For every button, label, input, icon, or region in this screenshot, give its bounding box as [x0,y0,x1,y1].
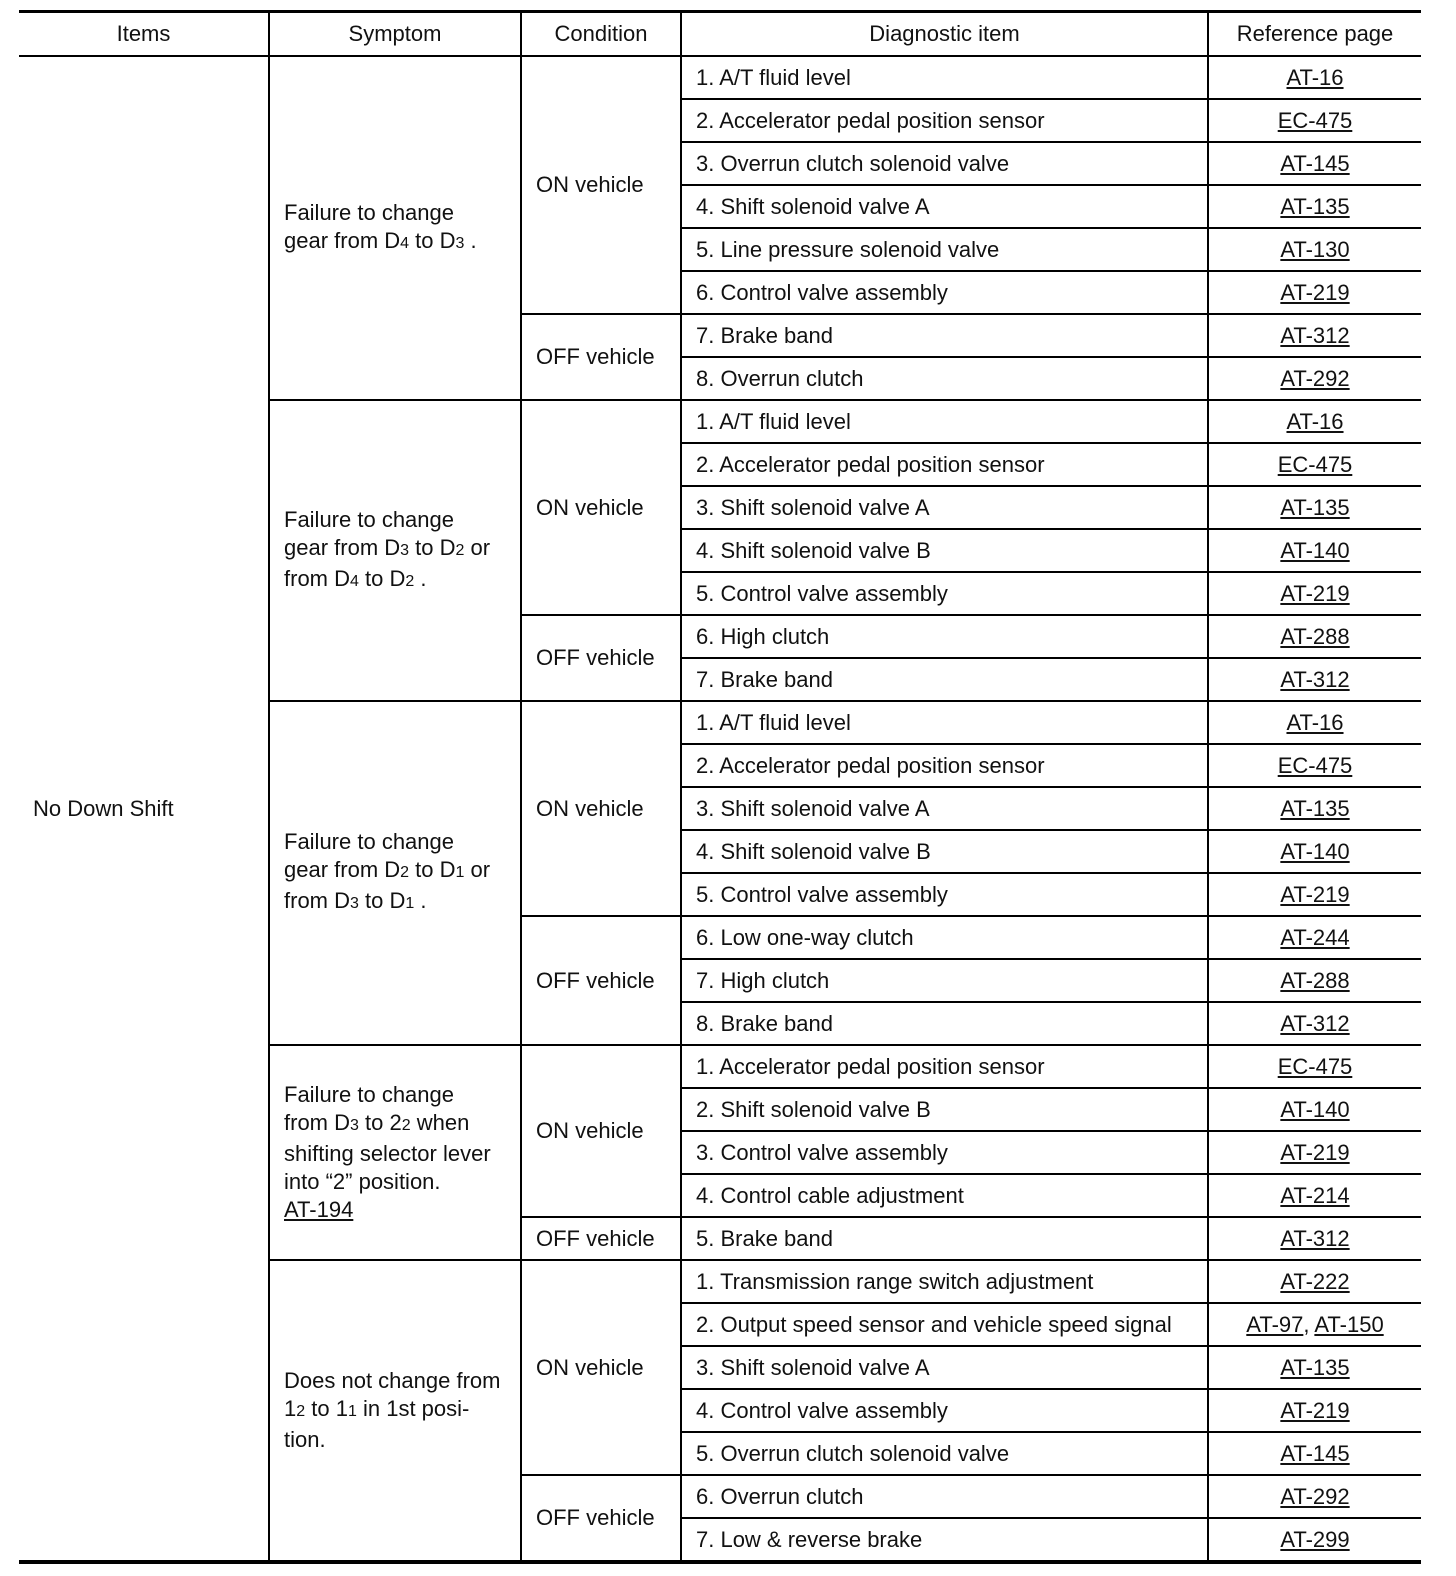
diagnostic-item-cell [681,658,1208,701]
reference-page-link[interactable]: AT-299 [1280,1526,1350,1552]
reference-page-cell [1208,873,1421,916]
diagnostic-item-text: 2. Accelerator pedal position sensor [696,107,1045,133]
condition-cell [521,400,681,615]
diagnostic-item-text: 7. Low & reverse brake [696,1526,923,1552]
condition-cell [521,314,681,400]
reference-page-link[interactable]: AT-97 [1246,1311,1304,1337]
reference-page-link[interactable]: AT-140 [1280,838,1350,864]
reference-page-link[interactable]: AT-214 [1280,1182,1350,1208]
reference-page-cell [1208,1045,1421,1088]
diagnostic-item-text: 4. Shift solenoid valve B [696,838,931,864]
reference-page-link[interactable]: AT-288 [1280,623,1350,649]
reference-page-cell [1208,271,1421,314]
diagnostic-item-text: 4. Control valve assembly [696,1397,948,1423]
condition-cell [521,701,681,916]
diagnostic-item-cell [681,99,1208,142]
reference-page-cell [1208,830,1421,873]
reference-page-cell: AT-97, AT-150 [1208,1303,1421,1346]
condition-label: ON vehicle [536,494,644,520]
diagnostic-item-text: 7. Brake band [696,322,833,348]
condition-label: OFF vehicle [536,645,655,670]
reference-page-cell [1208,1518,1421,1562]
reference-page-cell [1208,142,1421,185]
reference-page-cell [1208,185,1421,228]
condition-cell [521,56,681,314]
reference-page-link[interactable]: AT-150 [1314,1311,1384,1337]
reference-page-cell [1208,701,1421,744]
diagnostic-item-text: 5. Brake band [696,1225,833,1251]
diagnostic-item-text: 5. Control valve assembly [696,580,948,606]
condition-cell [521,1217,681,1260]
diagnostic-item-text: 6. High clutch [696,623,830,649]
symptom-cell: Failure to change gear from D2 to D1 or from D3 to D1 . [269,701,521,1045]
diagnostic-item-cell [681,486,1208,529]
reference-page-link[interactable]: AT-145 [1280,150,1350,176]
diagnostic-item-text: 2. Accelerator pedal position sensor [696,752,1045,778]
reference-page-cell [1208,1432,1421,1475]
condition-label: ON vehicle [536,795,644,821]
diagnostic-item-cell [681,959,1208,1002]
reference-page-cell [1208,486,1421,529]
condition-label: ON vehicle [536,172,644,197]
reference-page-link[interactable]: AT-145 [1280,1440,1350,1466]
diagnostic-item-cell [681,1131,1208,1174]
reference-page-cell [1208,615,1421,658]
reference-page-cell [1208,443,1421,486]
condition-label: ON vehicle [536,1354,644,1380]
reference-page-link[interactable]: AT-140 [1280,537,1350,563]
condition-label: ON vehicle [536,1118,644,1143]
diagnostic-item-cell [681,615,1208,658]
diagnostic-table [19,10,1421,1564]
diagnostic-item-text: 5. Line pressure solenoid valve [696,236,1000,262]
diagnostic-item-cell [681,357,1208,400]
diagnostic-item-text: 3. Shift solenoid valve A [696,1354,930,1380]
reference-page-link[interactable]: AT-135 [1280,494,1350,520]
reference-page-link[interactable]: AT-130 [1280,236,1350,262]
diagnostic-item-cell [681,1389,1208,1432]
diagnostic-item-cell [681,1260,1208,1303]
diagnostic-item-cell [681,400,1208,443]
reference-page-cell [1208,744,1421,787]
diagnostic-item-text: 1. Transmission range switch adjustment [696,1268,1094,1294]
diagnostic-item-text: 7. High clutch [696,967,830,993]
symptom-ref-link[interactable]: AT-194 [284,1197,354,1222]
reference-page-cell [1208,99,1421,142]
diagnostic-item-text: 7. Brake band [696,666,833,692]
diagnostic-item-text: 5. Control valve assembly [696,881,948,907]
diagnostic-item-cell [681,701,1208,744]
diagnostic-item-text: 4. Shift solenoid valve B [696,537,931,563]
diagnostic-item-cell [681,314,1208,357]
diagnostic-item-text: 4. Shift solenoid valve A [696,193,930,219]
diagnostic-item-text: 4. Control cable adjustment [696,1182,964,1208]
diagnostic-item-text: 1. A/T fluid level [696,408,851,434]
header-diagnostic-item: Diagnostic item [681,12,1208,57]
reference-page-link[interactable]: AT-219 [1280,279,1350,305]
diagnostic-item-text: 6. Control valve assembly [696,279,948,305]
reference-page-link[interactable]: AT-312 [1280,1225,1350,1251]
item-cell [19,56,269,1562]
condition-label: OFF vehicle [536,344,655,369]
reference-page-cell [1208,400,1421,443]
diagnostic-item-cell [681,744,1208,787]
diagnostic-item-cell [681,228,1208,271]
diagnostic-item-text: 6. Low one-way clutch [696,924,914,950]
diagnostic-item-text: 8. Overrun clutch [696,365,864,391]
diagnostic-item-text: 8. Brake band [696,1010,833,1036]
diagnostic-item-cell [681,529,1208,572]
reference-page-link[interactable]: AT-219 [1280,580,1350,606]
condition-label: OFF vehicle [536,1505,655,1530]
header-row [19,12,1421,57]
header-symptom: Symptom [269,12,521,57]
reference-page-link[interactable]: EC-475 [1277,451,1353,477]
reference-page-cell [1208,1260,1421,1303]
reference-page-cell [1208,1346,1421,1389]
diagnostic-item-cell [681,1174,1208,1217]
diagnostic-item-text: 3. Control valve assembly [696,1139,948,1165]
reference-page-cell [1208,529,1421,572]
item-label: No Down Shift [33,795,174,821]
reference-page-cell [1208,658,1421,701]
reference-page-link[interactable]: AT-16 [1286,408,1344,434]
reference-page-cell [1208,572,1421,615]
reference-page-link[interactable]: EC-475 [1277,752,1353,778]
diagnostic-item-cell [681,873,1208,916]
reference-page-link[interactable]: EC-475 [1277,1053,1353,1079]
diagnostic-item-cell [681,271,1208,314]
condition-label: OFF vehicle [536,1225,655,1251]
reference-page-link[interactable]: AT-135 [1280,1354,1350,1380]
diagnostic-item-cell [681,787,1208,830]
condition-label: OFF vehicle [536,967,655,993]
diagnostic-item-text: 3. Shift solenoid valve A [696,494,930,520]
reference-page-link[interactable]: EC-475 [1277,107,1353,133]
reference-page-cell [1208,1088,1421,1131]
diagnostic-item-cell [681,1217,1208,1260]
reference-page-cell [1208,1002,1421,1045]
diagnostic-item-text: 1. A/T fluid level [696,64,851,90]
reference-page-cell [1208,1174,1421,1217]
reference-page-link[interactable]: AT-16 [1286,64,1344,90]
header-condition: Condition [521,12,681,57]
diagnostic-item-text: 5. Overrun clutch solenoid valve [696,1440,1010,1466]
reference-page-link[interactable]: AT-219 [1280,1397,1350,1423]
condition-cell [521,1045,681,1217]
reference-page-cell [1208,228,1421,271]
diagnostic-item-cell [681,185,1208,228]
reference-page-link[interactable]: AT-288 [1280,967,1350,993]
reference-page-link[interactable]: AT-244 [1280,924,1350,950]
diagnostic-item-cell [681,1432,1208,1475]
diagnostic-item-text: 2. Shift solenoid valve B [696,1096,931,1122]
condition-cell [521,916,681,1045]
reference-page-cell [1208,1389,1421,1432]
diagnostic-item-text: 2. Accelerator pedal position sensor [696,451,1045,477]
symptom-cell: Failure to change gear from D3 to D2 or from D4 to D2 . [269,400,521,701]
reference-page-link[interactable]: AT-292 [1280,1483,1350,1509]
reference-page-link[interactable]: AT-219 [1280,881,1350,907]
reference-page-cell [1208,1131,1421,1174]
table-row [19,56,1421,99]
reference-page-cell [1208,56,1421,99]
reference-page-link[interactable]: AT-135 [1280,193,1350,219]
symptom-cell: Failure to change from D3 to 22 when shifting selector lever into “2” position. AT-194 [269,1045,521,1260]
reference-page-link[interactable]: AT-140 [1280,1096,1350,1122]
diagnostic-item-cell [681,1045,1208,1088]
diagnostic-item-text: 1. Accelerator pedal position sensor [696,1053,1045,1079]
reference-page-link[interactable]: AT-312 [1280,1010,1350,1036]
reference-page-cell [1208,1217,1421,1260]
diagnostic-item-text: 3. Overrun clutch solenoid valve [696,150,1010,176]
reference-page-cell [1208,357,1421,400]
symptom-cell: Does not change from 12 to 11 in 1st posi- tion. [269,1260,521,1562]
symptom-cell: Failure to change gear from D4 to D3 . [269,56,521,400]
reference-page-link[interactable]: AT-219 [1280,1139,1350,1165]
reference-page-link[interactable]: AT-312 [1280,322,1350,348]
reference-page-cell [1208,959,1421,1002]
diagnostic-item-text: 6. Overrun clutch [696,1483,864,1509]
diagnostic-item-text: 2. Output speed sensor and vehicle speed signal [696,1311,1172,1337]
condition-cell [521,1260,681,1475]
diagnostic-item-cell [681,443,1208,486]
header-reference-page: Reference page [1208,12,1421,57]
diagnostic-item-cell [681,1088,1208,1131]
reference-page-link[interactable]: AT-312 [1280,666,1350,692]
condition-cell [521,1475,681,1562]
diagnostic-item-cell [681,56,1208,99]
diagnostic-item-cell [681,142,1208,185]
reference-page-cell [1208,1475,1421,1518]
diagnostic-item-cell [681,1002,1208,1045]
reference-page-link[interactable]: AT-135 [1280,795,1350,821]
reference-page-cell [1208,314,1421,357]
diagnostic-item-cell [681,916,1208,959]
reference-page-cell [1208,787,1421,830]
condition-cell [521,615,681,701]
diagnostic-item-text: 1. A/T fluid level [696,709,851,735]
diagnostic-item-cell [681,1518,1208,1562]
diagnostic-item-cell [681,1303,1208,1346]
diagnostic-item-cell [681,830,1208,873]
diagnostic-item-cell [681,572,1208,615]
reference-page-link[interactable]: AT-222 [1280,1268,1350,1294]
diagnostic-item-text: 3. Shift solenoid valve A [696,795,930,821]
reference-page-link[interactable]: AT-292 [1280,365,1350,391]
reference-page-link[interactable]: AT-16 [1286,709,1344,735]
diagnostic-item-cell [681,1346,1208,1389]
diagnostic-item-cell [681,1475,1208,1518]
header-items: Items [19,12,269,57]
reference-page-cell [1208,916,1421,959]
